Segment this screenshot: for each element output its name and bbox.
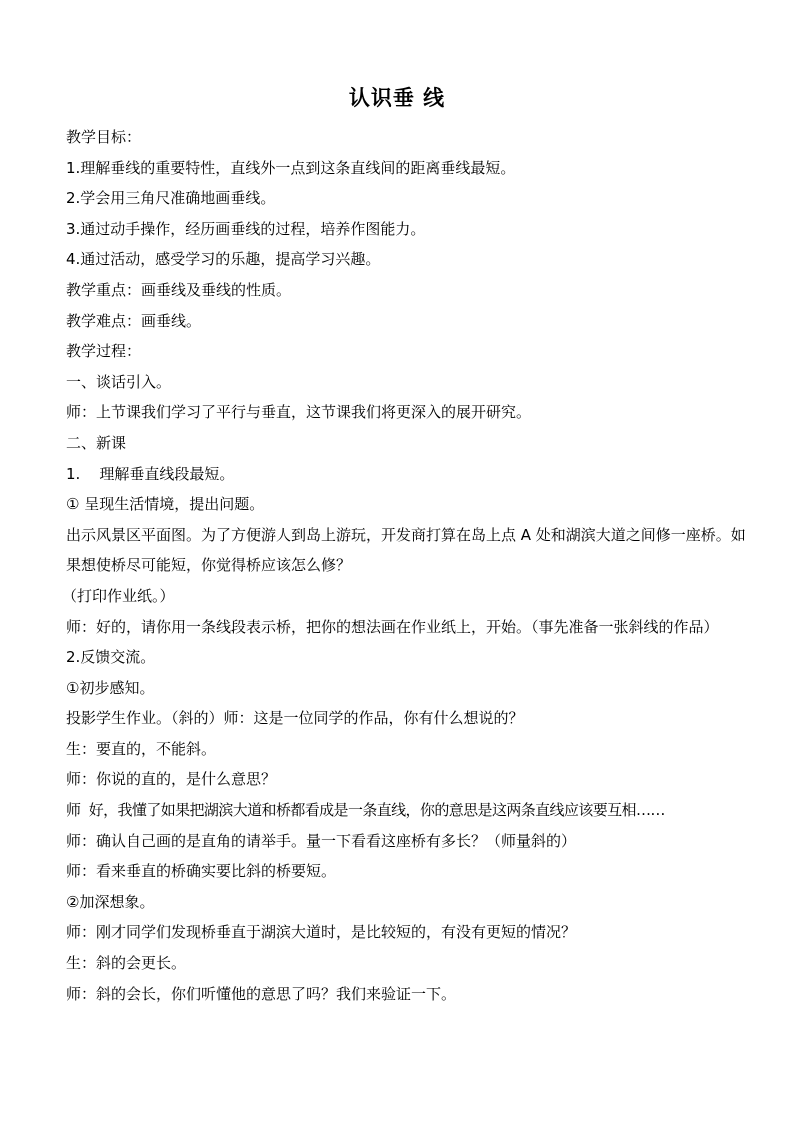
circled-subheading: ①初步感知。 bbox=[66, 678, 155, 697]
dialogue-line: 师：上节课我们学习了平行与垂直，这节课我们将更深入的展开研究。 bbox=[66, 403, 532, 422]
objective-item: 3.通过动手操作，经历画垂线的过程，培养作图能力。 bbox=[66, 219, 426, 238]
dialogue-line: 师：你说的直的，是什么意思？ bbox=[66, 770, 277, 789]
lesson-plan-body bbox=[62, 122, 746, 1009]
dialogue-line: 师：好的，请你用一条线段表示桥，把你的想法画在作业纸上，开始。（事先准备一张斜线的作品） bbox=[66, 617, 719, 636]
numbered-subheading: 1. 理解垂直线段最短。 bbox=[66, 464, 235, 483]
dialogue-line: 投影学生作业。（斜的）师：这是一位同学的作品，你有什么想说的？ bbox=[66, 709, 524, 728]
dialogue-line: 师：确认自己画的是直角的请举手。量一下看看这座桥有多长？（师量斜的） bbox=[66, 831, 577, 850]
section-heading-process: 教学过程： bbox=[66, 342, 142, 361]
dialogue-line: 生：斜的会更长。 bbox=[66, 954, 187, 973]
dialogue-line: 师：看来垂直的桥确实要比斜的桥要短。 bbox=[66, 862, 337, 881]
objective-item: 2.学会用三角尺准确地画垂线。 bbox=[66, 189, 276, 208]
dialogue-line: 生：要直的，不能斜。 bbox=[66, 739, 217, 758]
key-point-line: 教学重点：画垂线及垂线的性质。 bbox=[66, 280, 292, 299]
note-line: （打印作业纸。） bbox=[62, 586, 175, 605]
circled-subheading: ① 呈现生活情境，提出问题。 bbox=[66, 495, 265, 514]
part-heading-intro: 一、谈话引入。 bbox=[66, 372, 172, 391]
part-heading-new-lesson: 二、新课 bbox=[66, 433, 127, 452]
section-heading-objectives: 教学目标： bbox=[66, 128, 142, 146]
numbered-subheading: 2.反馈交流。 bbox=[66, 648, 156, 667]
dialogue-line: 师 好，我懂了如果把湖滨大道和桥都看成是一条直线，你的意思是这两条直线应该要互相…… bbox=[66, 801, 665, 820]
difficulty-line: 教学难点：画垂线。 bbox=[66, 311, 202, 330]
dialogue-line: 师：刚才同学们发现桥垂直于湖滨大道时，是比较短的，有没有更短的情况？ bbox=[66, 923, 577, 942]
scenario-paragraph: 出示风景区平面图。为了方便游人到岛上游玩，开发商打算在岛上点 A 处和湖滨大道之间修一座桥。如果想使桥尽可能短，你觉得桥应该怎么修？ bbox=[66, 525, 746, 575]
objective-item: 1.理解垂线的重要特性，直线外一点到这条直线间的距离垂线最短。 bbox=[66, 158, 516, 177]
objective-item: 4.通过活动，感受学习的乐趣，提高学习兴趣。 bbox=[66, 250, 381, 269]
dialogue-line: 师：斜的会长，你们听懂他的意思了吗？我们来验证一下。 bbox=[66, 984, 457, 1003]
circled-subheading: ②加深想象。 bbox=[66, 892, 155, 911]
page-title: 认识垂 线 bbox=[348, 86, 446, 110]
